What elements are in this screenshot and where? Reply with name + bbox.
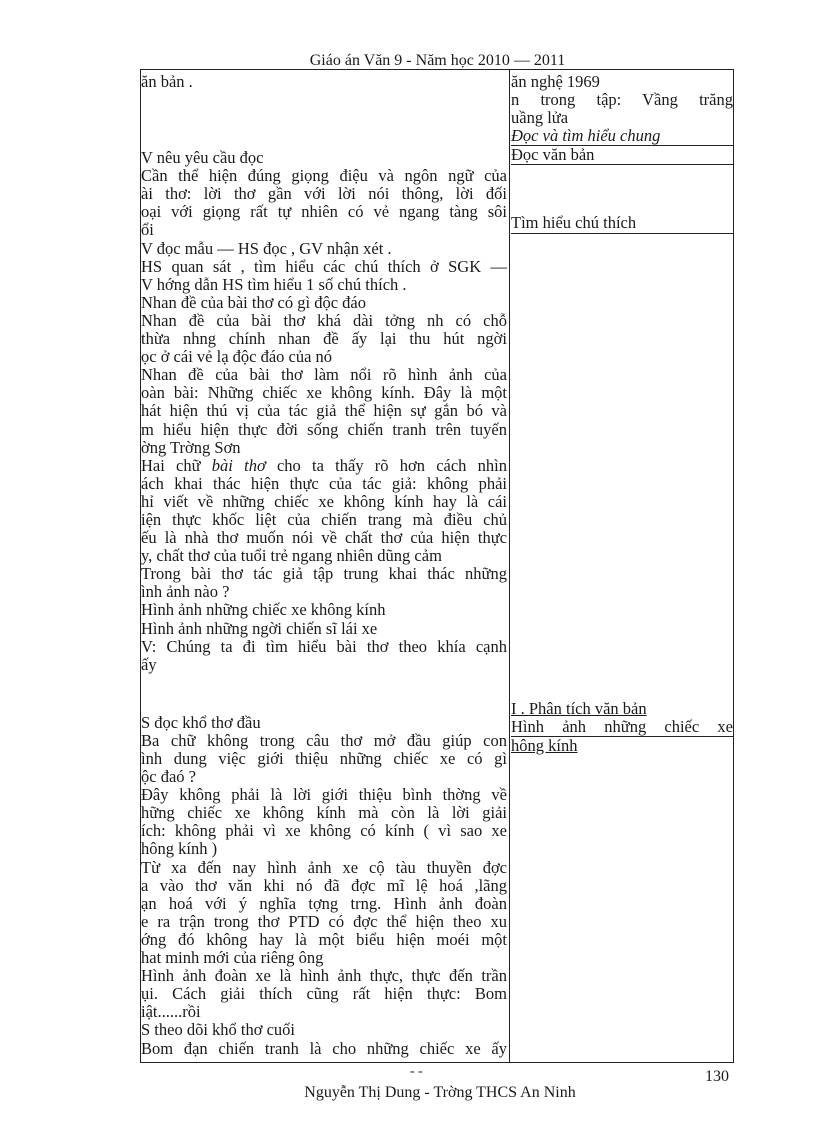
text-line: hông kính )	[141, 840, 218, 859]
text-line: uầng lửa	[511, 109, 569, 128]
lesson-table	[140, 69, 734, 1063]
text-line: ấy	[141, 655, 157, 674]
text-line: hat minh mới của riêng ông	[141, 949, 324, 968]
activities-column	[141, 73, 507, 1058]
text-line: n trong tập: Vầng trăng	[511, 91, 733, 110]
text-line: iện thực khốc liệt của chiến trang mà điều chủ	[141, 510, 507, 529]
text-line: Hình ảnh đoàn xe là hình ảnh thực, thực đến trần	[141, 967, 507, 986]
text-line: iật......rồi	[141, 1003, 201, 1022]
text-line: S theo dõi khổ thơ cuối	[141, 1021, 296, 1040]
text-line: Trong bài thơ tác giả tập trung khai thác những	[141, 565, 507, 584]
text-line: ài thơ: lời thơ gần với lời nói thông, lời đối	[141, 185, 507, 204]
text-line: ớng đó không hay là một biểu hiện moéi một	[141, 930, 507, 949]
text-line: Cần thể hiện đúng giọng điệu và ngôn ngữ của	[141, 167, 507, 186]
text-line: V: Chúng ta đi tìm hiểu bài thơ theo khía cạnh	[141, 637, 507, 656]
text-line: Nhan đề của bài thơ khá dài tởng nh có chỗ	[141, 311, 507, 330]
section-heading: I . Phân tích văn bản	[511, 699, 647, 718]
page-number: 130	[705, 1068, 729, 1085]
text-line: ếu là nhà thơ muốn nói về chất thơ của hiện thực	[141, 529, 507, 548]
text-line: thừa nhng chính nhan đề ấy lại thu hút ngời	[141, 330, 507, 349]
section-heading: Đọc và tìm hiểu chung	[511, 127, 733, 146]
text-line: hát hiện thú vị của tác giả thể hiện sự gắn bó và	[141, 402, 507, 421]
text-line: ổi	[141, 221, 154, 240]
text-line: ình dung việc giới thiệu những chiếc xe có gì	[141, 750, 507, 768]
text-line: Nhan đề của bài thơ làm nổi rõ hình ảnh của	[141, 366, 507, 385]
text-line: Hình ảnh những chiếc xe không kính	[141, 601, 386, 620]
text-line: ách khai thác hiện thực của tác giả: không phải	[141, 474, 507, 493]
text-line: ăn nghệ 1969	[511, 73, 600, 91]
text-line: hông kính	[511, 736, 578, 755]
text-line: Hình ảnh những ngời chiến sĩ lái xe	[141, 619, 378, 638]
text-line: e ra trận trong thơ PTD có đợc thể hiện theo xu	[141, 912, 507, 931]
content-column	[511, 73, 733, 755]
text-line: y, chất thơ của tuổi trẻ ngang nhiên dũng cảm	[141, 547, 442, 566]
text-line: hỉ viết về những chiếc xe không kính hay là cái	[141, 492, 507, 511]
text-line: ăn bản .	[141, 73, 193, 91]
text-line: hững chiếc xe không kính mà còn là lời giải	[141, 804, 507, 823]
column-divider	[509, 70, 510, 1062]
text-line: ụi. Cách giải thích cũng rất hiện thực: Bom	[141, 985, 507, 1004]
text-line: ình ảnh nào ?	[141, 583, 230, 602]
text-line: oại với giọng rất tự nhiên có vẻ ngang tàng sôi	[141, 203, 507, 222]
text-line: Từ xa đến nay hình ảnh xe cộ tàu thuyền đợc	[141, 858, 507, 877]
text-line: Bom đạn chiến tranh là cho những chiếc xe ấy	[141, 1039, 507, 1058]
text-line: ờng Trờng Sơn	[141, 438, 241, 457]
subsection-heading: Tìm hiểu chú thích	[511, 214, 733, 233]
text-line: Ba chữ không trong câu thơ mở đầu giúp con	[141, 731, 507, 750]
page-header: Giáo án Văn 9 - Năm học 2010 — 2011	[309, 52, 566, 69]
text-line: V nêu yêu cầu đọc	[141, 149, 264, 168]
footer-dashes: - -	[410, 1064, 423, 1079]
text-line: ọc ở cái vẻ lạ độc đáo của nó	[141, 348, 333, 367]
text-line: HS quan sát , tìm hiểu các chú thích ở SGK —	[141, 257, 507, 276]
text-line: ạn hoá với ý nghĩa tợng trng. Hình ảnh đoàn	[141, 894, 507, 913]
text-line: a vào thơ văn khi nó đã đợc mĩ lệ hoá ,lãng	[141, 876, 507, 895]
text-line: m hiểu hiện thực đời sống chiến tranh trên tuyến	[141, 420, 507, 439]
italic-phrase: bài thơ	[211, 456, 266, 475]
page-footer: Nguyễn Thị Dung - Trờng THCS An Ninh	[304, 1084, 576, 1101]
text-line: Đây không phải là lời giới thiệu bình thờng về	[141, 786, 507, 805]
text-line: Nhan đề của bài thơ có gì độc đáo	[141, 293, 366, 312]
subsection-heading: Hình ảnh những chiếc xe	[511, 717, 733, 736]
text-line: ích: không phải vì xe không có kính ( vì sao xe	[141, 822, 507, 841]
text-line: Hai chữ bài thơ cho ta thấy rõ hơn cách nhìn	[141, 456, 507, 475]
text-line: oàn bài: Những chiếc xe không kính. Đây là một	[141, 384, 507, 403]
text-line: V đọc mẫu — HS đọc , GV nhận xét .	[141, 239, 392, 258]
text-line: S đọc khổ thơ đầu	[141, 713, 261, 732]
subsection-heading: Đọc văn bản	[511, 146, 733, 165]
text-line: ộc đaó ?	[141, 768, 196, 787]
text-line: V hớng dẫn HS tìm hiểu 1 số chú thích .	[141, 275, 407, 294]
